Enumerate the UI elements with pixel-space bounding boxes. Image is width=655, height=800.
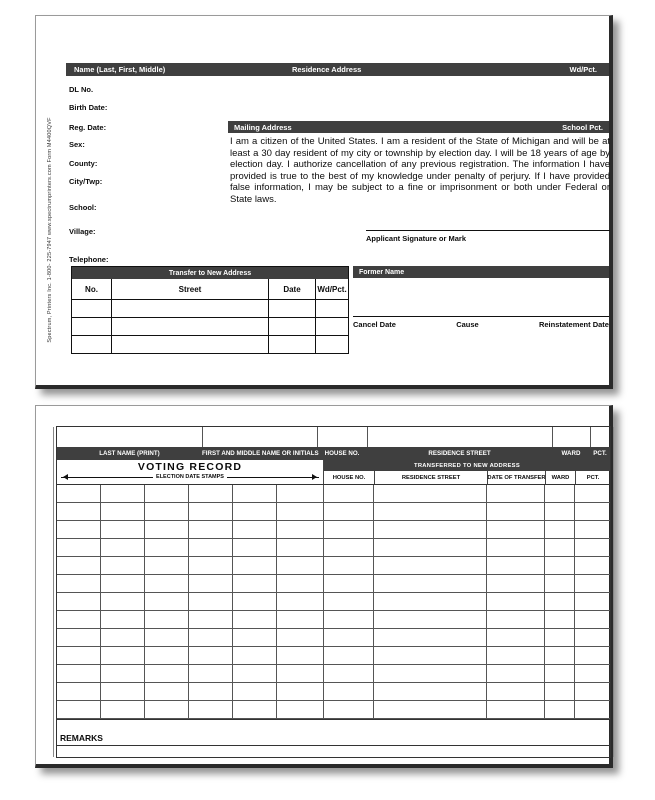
grid-cell xyxy=(487,521,545,539)
grid-cell xyxy=(277,629,324,647)
grid-cell xyxy=(575,683,610,701)
grid-cell xyxy=(545,503,575,521)
election-date-stamps-label-row xyxy=(57,474,323,480)
grid-cell xyxy=(233,611,277,629)
grid-cell xyxy=(101,701,145,719)
grid-cell xyxy=(145,701,189,719)
transfer-empty-cell xyxy=(269,317,316,335)
grid-cell xyxy=(101,503,145,521)
transfer-col-street: Street xyxy=(112,279,269,299)
citizenship-affidavit-text: I am a citizen of the United States. I am a resident of the State of Michigan and will be at least a 30 day resident of my city or township by election day. I will be 18 years of age by election day. I authorize cancellation of any previous registration. The information I have provided is true to the best of my knowledge under penalty of perjury. If I have provided false information, I may be subject to a fine or imprisonment or both under Federal or State laws. xyxy=(230,136,610,205)
grid-cell xyxy=(101,521,145,539)
field-label-reg-date: Reg. Date: xyxy=(69,123,107,132)
grid-cell xyxy=(374,593,487,611)
header-residence-street: RESIDENCE STREET xyxy=(428,450,491,457)
grid-cell xyxy=(189,485,233,503)
column-tick xyxy=(367,427,368,447)
grid-cell xyxy=(233,485,277,503)
field-label-birth-date: Birth Date: xyxy=(69,103,108,112)
subheader-house-no: HOUSE NO. xyxy=(332,474,366,481)
grid-cell xyxy=(233,629,277,647)
grid-cell xyxy=(374,485,487,503)
grid-cell xyxy=(575,629,610,647)
grid-cell xyxy=(324,485,374,503)
grid-cell xyxy=(374,701,487,719)
grid-cell xyxy=(145,647,189,665)
grid-cell xyxy=(145,557,189,575)
field-label-dl-no: DL No. xyxy=(69,85,94,94)
residence-address-column-label: Residence Address xyxy=(291,65,362,74)
grid-cell xyxy=(189,683,233,701)
grid-cell xyxy=(277,503,324,521)
grid-cell xyxy=(145,665,189,683)
grid-cell xyxy=(189,629,233,647)
name-column-label: Name (Last, First, Middle) xyxy=(74,65,166,74)
mailing-address-bar xyxy=(228,121,609,133)
grid-cell xyxy=(189,701,233,719)
grid-cell xyxy=(277,521,324,539)
transfer-empty-cell xyxy=(112,299,269,317)
grid-cell xyxy=(233,539,277,557)
grid-cell xyxy=(324,611,374,629)
header-first-and-middle-name-or-initials: FIRST AND MIDDLE NAME OR INITIALS xyxy=(202,450,319,457)
header-pct: PCT. xyxy=(593,450,607,457)
remarks-row xyxy=(57,719,610,746)
right-double-rule xyxy=(613,427,614,757)
grid-cell xyxy=(277,611,324,629)
transfer-to-new-address-table xyxy=(71,266,349,354)
grid-cell xyxy=(487,701,545,719)
header-last-name-print: LAST NAME (PRINT) xyxy=(99,450,160,457)
grid-cell xyxy=(575,485,610,503)
grid-cell xyxy=(277,701,324,719)
grid-cell xyxy=(545,575,575,593)
transfer-empty-cell xyxy=(269,335,316,353)
column-tick xyxy=(552,427,553,447)
column-tick xyxy=(317,427,318,447)
voter-registration-card xyxy=(35,15,613,389)
field-label-telephone: Telephone: xyxy=(69,255,109,264)
grid-cell xyxy=(487,611,545,629)
name-header-bar xyxy=(66,63,609,76)
field-label-school: School: xyxy=(69,203,97,212)
grid-cell xyxy=(233,575,277,593)
grid-cell xyxy=(545,647,575,665)
transfer-empty-cell xyxy=(316,317,348,335)
grid-cell xyxy=(101,683,145,701)
grid-cell xyxy=(374,611,487,629)
grid-cell xyxy=(145,575,189,593)
grid-cell xyxy=(233,503,277,521)
subheader-ward: WARD xyxy=(545,471,575,484)
grid-cell xyxy=(145,683,189,701)
grid-cell xyxy=(374,647,487,665)
grid-cell xyxy=(374,575,487,593)
column-tick-row xyxy=(57,427,610,447)
grid-cell xyxy=(101,575,145,593)
grid-cell xyxy=(487,539,545,557)
grid-cell xyxy=(189,593,233,611)
grid-cell xyxy=(277,539,324,557)
field-label-county: County: xyxy=(69,159,98,168)
grid-cell xyxy=(233,647,277,665)
column-tick xyxy=(590,427,591,447)
name-address-header-bar xyxy=(57,447,610,460)
grid-cell xyxy=(545,701,575,719)
right-arrow xyxy=(227,477,319,478)
grid-cell xyxy=(374,557,487,575)
cancel-info-row xyxy=(353,316,609,329)
grid-cell xyxy=(145,485,189,503)
grid-cell xyxy=(545,485,575,503)
grid-cell xyxy=(101,485,145,503)
grid-cell xyxy=(487,665,545,683)
subheader-date-of-transfer: DATE OF TRANSFER xyxy=(487,471,545,484)
grid-cell xyxy=(189,539,233,557)
subheader-residence-street: RESIDENCE STREET xyxy=(374,471,487,484)
grid-cell xyxy=(324,647,374,665)
grid-cell xyxy=(545,539,575,557)
grid-cell xyxy=(57,539,101,557)
grid-cell xyxy=(324,629,374,647)
grid-cell xyxy=(57,557,101,575)
grid-cell xyxy=(189,503,233,521)
grid-cell xyxy=(324,701,374,719)
grid-cell xyxy=(277,665,324,683)
voting-record-title: VOTING RECORD xyxy=(137,461,243,473)
transfer-col-no: No. xyxy=(72,279,112,299)
grid-cell xyxy=(277,593,324,611)
mailing-address-label: Mailing Address xyxy=(234,122,292,132)
grid-cell xyxy=(101,647,145,665)
transferred-to-new-address-bar: TRANSFERRED TO NEW ADDRESS xyxy=(324,460,610,471)
transfer-empty-cell xyxy=(72,335,112,353)
grid-cell xyxy=(233,521,277,539)
grid-cell xyxy=(575,557,610,575)
grid-cell xyxy=(487,647,545,665)
grid-cell xyxy=(57,701,101,719)
grid-cell xyxy=(57,575,101,593)
grid-cell xyxy=(324,557,374,575)
grid-cell xyxy=(145,521,189,539)
grid-cell xyxy=(189,665,233,683)
applicant-signature-label: Applicant Signature or Mark xyxy=(366,234,467,243)
voting-record-card xyxy=(35,405,613,768)
grid-cell xyxy=(57,521,101,539)
grid-cell xyxy=(374,503,487,521)
grid-cell xyxy=(374,665,487,683)
remarks-empty-area xyxy=(57,746,610,757)
subheader-pct: PCT. xyxy=(575,471,610,484)
grid-cell xyxy=(233,665,277,683)
grid-cell xyxy=(277,575,324,593)
field-label-sex: Sex: xyxy=(69,140,85,149)
grid-cell xyxy=(575,665,610,683)
grid-cell xyxy=(101,557,145,575)
transfer-empty-cell xyxy=(316,299,348,317)
grid-cell xyxy=(575,611,610,629)
transfer-table-header-row xyxy=(72,279,348,299)
grid-cell xyxy=(277,683,324,701)
grid-cell xyxy=(57,485,101,503)
grid-cell xyxy=(487,593,545,611)
left-double-rule xyxy=(53,427,54,757)
grid-cell xyxy=(57,611,101,629)
grid-cell xyxy=(189,611,233,629)
grid-cell xyxy=(324,503,374,521)
grid-cell xyxy=(487,557,545,575)
field-label-village: Village: xyxy=(69,227,96,236)
transfer-table-title: Transfer to New Address xyxy=(72,267,348,279)
grid-cell xyxy=(575,593,610,611)
grid-cell xyxy=(277,485,324,503)
header-ward: WARD xyxy=(561,450,581,457)
transfer-table-body xyxy=(72,299,348,353)
grid-cell xyxy=(57,629,101,647)
grid-cell xyxy=(101,629,145,647)
grid-cell xyxy=(545,683,575,701)
signature-line xyxy=(366,230,610,231)
grid-cell xyxy=(189,575,233,593)
grid-cell xyxy=(575,701,610,719)
grid-cell xyxy=(545,629,575,647)
left-arrow xyxy=(61,477,153,478)
grid-cell xyxy=(145,629,189,647)
grid-cell xyxy=(145,503,189,521)
grid-cell xyxy=(487,503,545,521)
grid-cell xyxy=(374,521,487,539)
grid-cell xyxy=(487,575,545,593)
grid-cell xyxy=(324,521,374,539)
header-house-no: HOUSE NO. xyxy=(324,450,360,457)
grid-cell xyxy=(145,539,189,557)
transfer-col-date: Date xyxy=(269,279,316,299)
stamp-grid xyxy=(57,485,610,719)
grid-cell xyxy=(189,647,233,665)
reinstatement-date-label: Reinstatement Date xyxy=(538,320,609,329)
ward-pct-column-label: Wd/Pct. xyxy=(569,65,597,74)
grid-cell xyxy=(487,683,545,701)
grid-cell xyxy=(324,665,374,683)
grid-cell xyxy=(324,575,374,593)
grid-cell xyxy=(233,701,277,719)
grid-cell xyxy=(189,521,233,539)
transfer-empty-cell xyxy=(112,317,269,335)
transferred-subheader-row xyxy=(324,471,610,484)
grid-cell xyxy=(575,575,610,593)
grid-cell xyxy=(575,521,610,539)
grid-cell xyxy=(324,593,374,611)
grid-cell xyxy=(545,521,575,539)
grid-cell xyxy=(57,503,101,521)
grid-cell xyxy=(101,539,145,557)
transfer-empty-cell xyxy=(316,335,348,353)
grid-cell xyxy=(277,647,324,665)
cause-label: Cause xyxy=(456,320,479,329)
grid-cell xyxy=(575,539,610,557)
transferred-section xyxy=(324,460,610,484)
grid-cell xyxy=(101,593,145,611)
field-label-city-twp: City/Twp: xyxy=(69,177,103,186)
column-tick xyxy=(202,427,203,447)
transfer-empty-cell xyxy=(72,317,112,335)
grid-cell xyxy=(189,557,233,575)
grid-cell xyxy=(57,665,101,683)
grid-cell xyxy=(545,593,575,611)
voting-record-grid xyxy=(56,426,611,758)
transfer-empty-cell xyxy=(112,335,269,353)
section-header-row xyxy=(57,460,610,485)
grid-cell xyxy=(277,557,324,575)
grid-cell xyxy=(575,503,610,521)
grid-cell xyxy=(374,539,487,557)
grid-cell xyxy=(575,647,610,665)
transfer-col-wd-pct: Wd/Pct. xyxy=(317,284,347,294)
grid-cell xyxy=(233,683,277,701)
printer-info-vertical-text: Spectrum, Printers Inc. 1-800- 225-7947 www.spectrumprinters.com Form M4400QVF xyxy=(47,117,53,343)
grid-cell xyxy=(545,611,575,629)
grid-cell xyxy=(487,485,545,503)
grid-cell xyxy=(57,683,101,701)
voting-record-section xyxy=(57,460,324,484)
grid-cell xyxy=(374,629,487,647)
grid-cell xyxy=(233,557,277,575)
election-date-stamps-label: ELECTION DATE STAMPS xyxy=(156,474,224,480)
grid-cell xyxy=(545,557,575,575)
grid-cell xyxy=(324,683,374,701)
grid-cell xyxy=(101,611,145,629)
grid-cell xyxy=(101,665,145,683)
remarks-label: REMARKS xyxy=(60,733,103,743)
school-pct-label: School Pct. xyxy=(562,122,603,132)
grid-cell xyxy=(145,593,189,611)
grid-cell xyxy=(324,539,374,557)
grid-cell xyxy=(145,611,189,629)
grid-cell xyxy=(233,593,277,611)
grid-cell xyxy=(57,593,101,611)
transfer-empty-cell xyxy=(72,299,112,317)
grid-cell xyxy=(374,683,487,701)
grid-cell xyxy=(57,647,101,665)
transfer-empty-cell xyxy=(269,299,316,317)
former-name-bar: Former Name xyxy=(353,266,609,278)
grid-cell xyxy=(487,629,545,647)
cancel-date-label: Cancel Date xyxy=(353,320,396,329)
grid-cell xyxy=(545,665,575,683)
